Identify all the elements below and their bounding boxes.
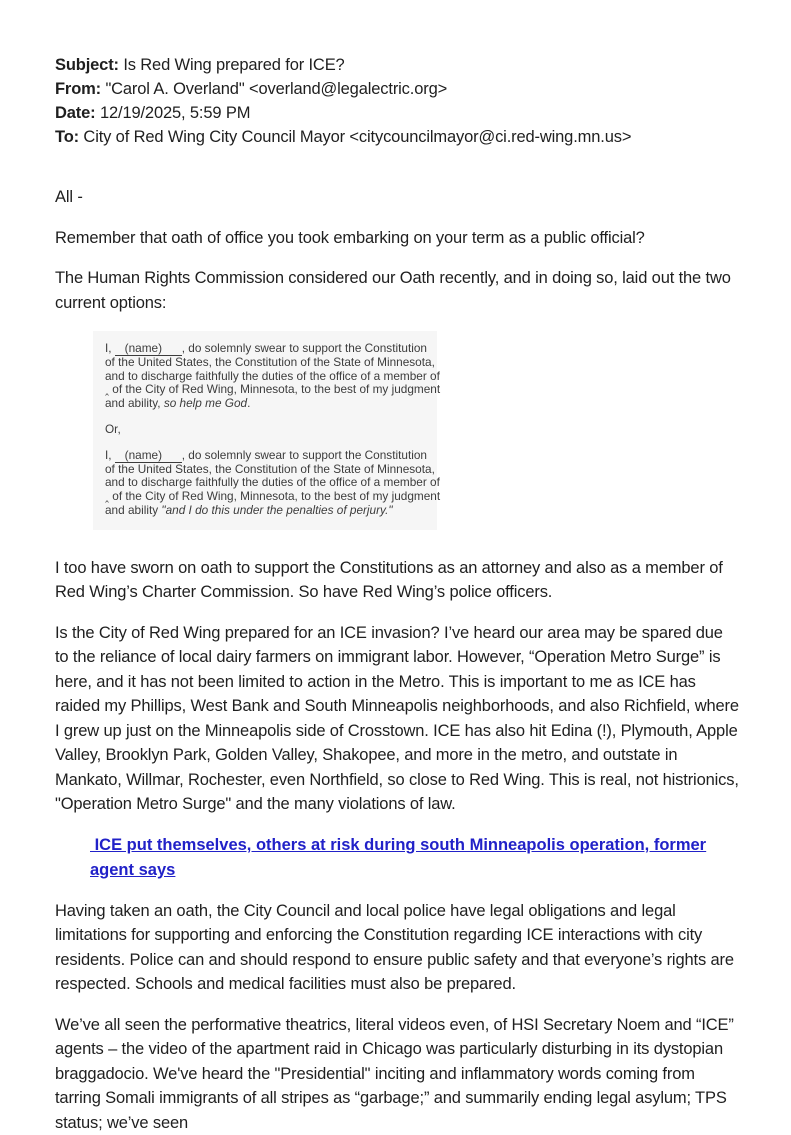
salutation: All - <box>55 188 83 206</box>
oath-option-1: I, (name) , do solemnly swear to support the Constitution of the United States, the Constitution of the State of Minnesota, and to discharge faithfully the duties of the office of a member of ‸ of the City of Red Wing, Minnesota, to the best of my judgment and ability, so help me God. <box>105 341 441 411</box>
header-from <box>55 77 740 101</box>
news-article-link-container <box>90 833 707 883</box>
name-blank-field: (name) <box>114 447 182 462</box>
paragraph-ice-invasion: Is the City of Red Wing prepared for an ICE invasion? I’ve heard our area may be spared due to the reliance of local dairy farmers on immigrant labor. However, “Operation Metro Surge” is here, and it has not been limited to action in the Metro. This is important to me as ICE has raided my Phillips, West Bank and South Minneapolis neighborhoods, and also Richfield, where I grew up just on the Minneapolis side of Crosstown. ICE has also hit Edina (!), Plymouth, Apple Valley, Brooklyn Park, Golden Valley, Shakopee, and more in the metro, and outstate in Mankato, Willmar, Rochester, even Northfield, so close to Red Wing. This is real, not histrionics, "Operation Metro Surge" and the many violations of law. <box>55 623 739 814</box>
paragraph-oath-question: Remember that oath of office you took embarking on your term as a public official? <box>55 228 645 247</box>
subject-label: Subject: <box>55 56 119 74</box>
subject-value: Is Red Wing prepared for ICE? <box>123 56 345 74</box>
news-article-link[interactable]: ICE put themselves, others at risk during south Minneapolis operation, former agent says <box>90 835 707 879</box>
header-subject <box>55 53 740 77</box>
paragraph-legal-obligations: Having taken an oath, the City Council and local police have legal obligations and legal limitations for supporting and enforcing the Constitution regarding ICE interactions with city residents. Police can and should respond to ensure public safety and that everyone’s rights are respected. Schools and medical facilities must also be prepared. <box>55 901 734 994</box>
or-label: Or, <box>105 421 121 436</box>
paragraph-hrc-options: The Human Rights Commission considered our Oath recently, and in doing so, laid out the two current options: <box>55 269 731 312</box>
header-to <box>55 125 740 149</box>
header-date <box>55 101 740 125</box>
paragraph-performative-theatrics: We’ve all seen the performative theatrics, literal videos even, of HSI Secretary Noem and “ICE” agents – the video of the apartment raid in Chicago was particularly disturbing in its dystopian braggadocio. We've heard the "Presidential" inciting and inflammatory words coming from tarring Somali immigrants of all stripes as “garbage;” and summarily ending legal asylum; TPS status; we’ve seen <box>55 1015 734 1132</box>
to-value: City of Red Wing City Council Mayor <citycouncilmayor@ci.red-wing.mn.us> <box>83 128 632 146</box>
paragraph-sworn-oath: I too have sworn on oath to support the Constitutions as an attorney and also as a member of Red Wing’s Charter Commission. So have Red Wing’s police officers. <box>55 558 723 602</box>
email-header <box>55 53 740 149</box>
oath-option-2: I, (name) , do solemnly swear to support the Constitution of the United States, the Constitution of the State of Minnesota, and to discharge faithfully the duties of the office of a member of ‸ of the City of Red Wing, Minnesota, to the best of my judgment and ability "and I do this under the penalties of perjury." <box>105 447 441 517</box>
name-blank-field: (name) <box>114 341 182 355</box>
from-value: "Carol A. Overland" <overland@legalectric.org> <box>105 80 448 98</box>
from-label: From: <box>55 80 101 98</box>
date-label: Date: <box>55 104 96 122</box>
date-value: 12/19/2025, 5:59 PM <box>99 104 251 122</box>
oath-options-image <box>93 331 441 530</box>
to-label: To: <box>55 128 79 146</box>
